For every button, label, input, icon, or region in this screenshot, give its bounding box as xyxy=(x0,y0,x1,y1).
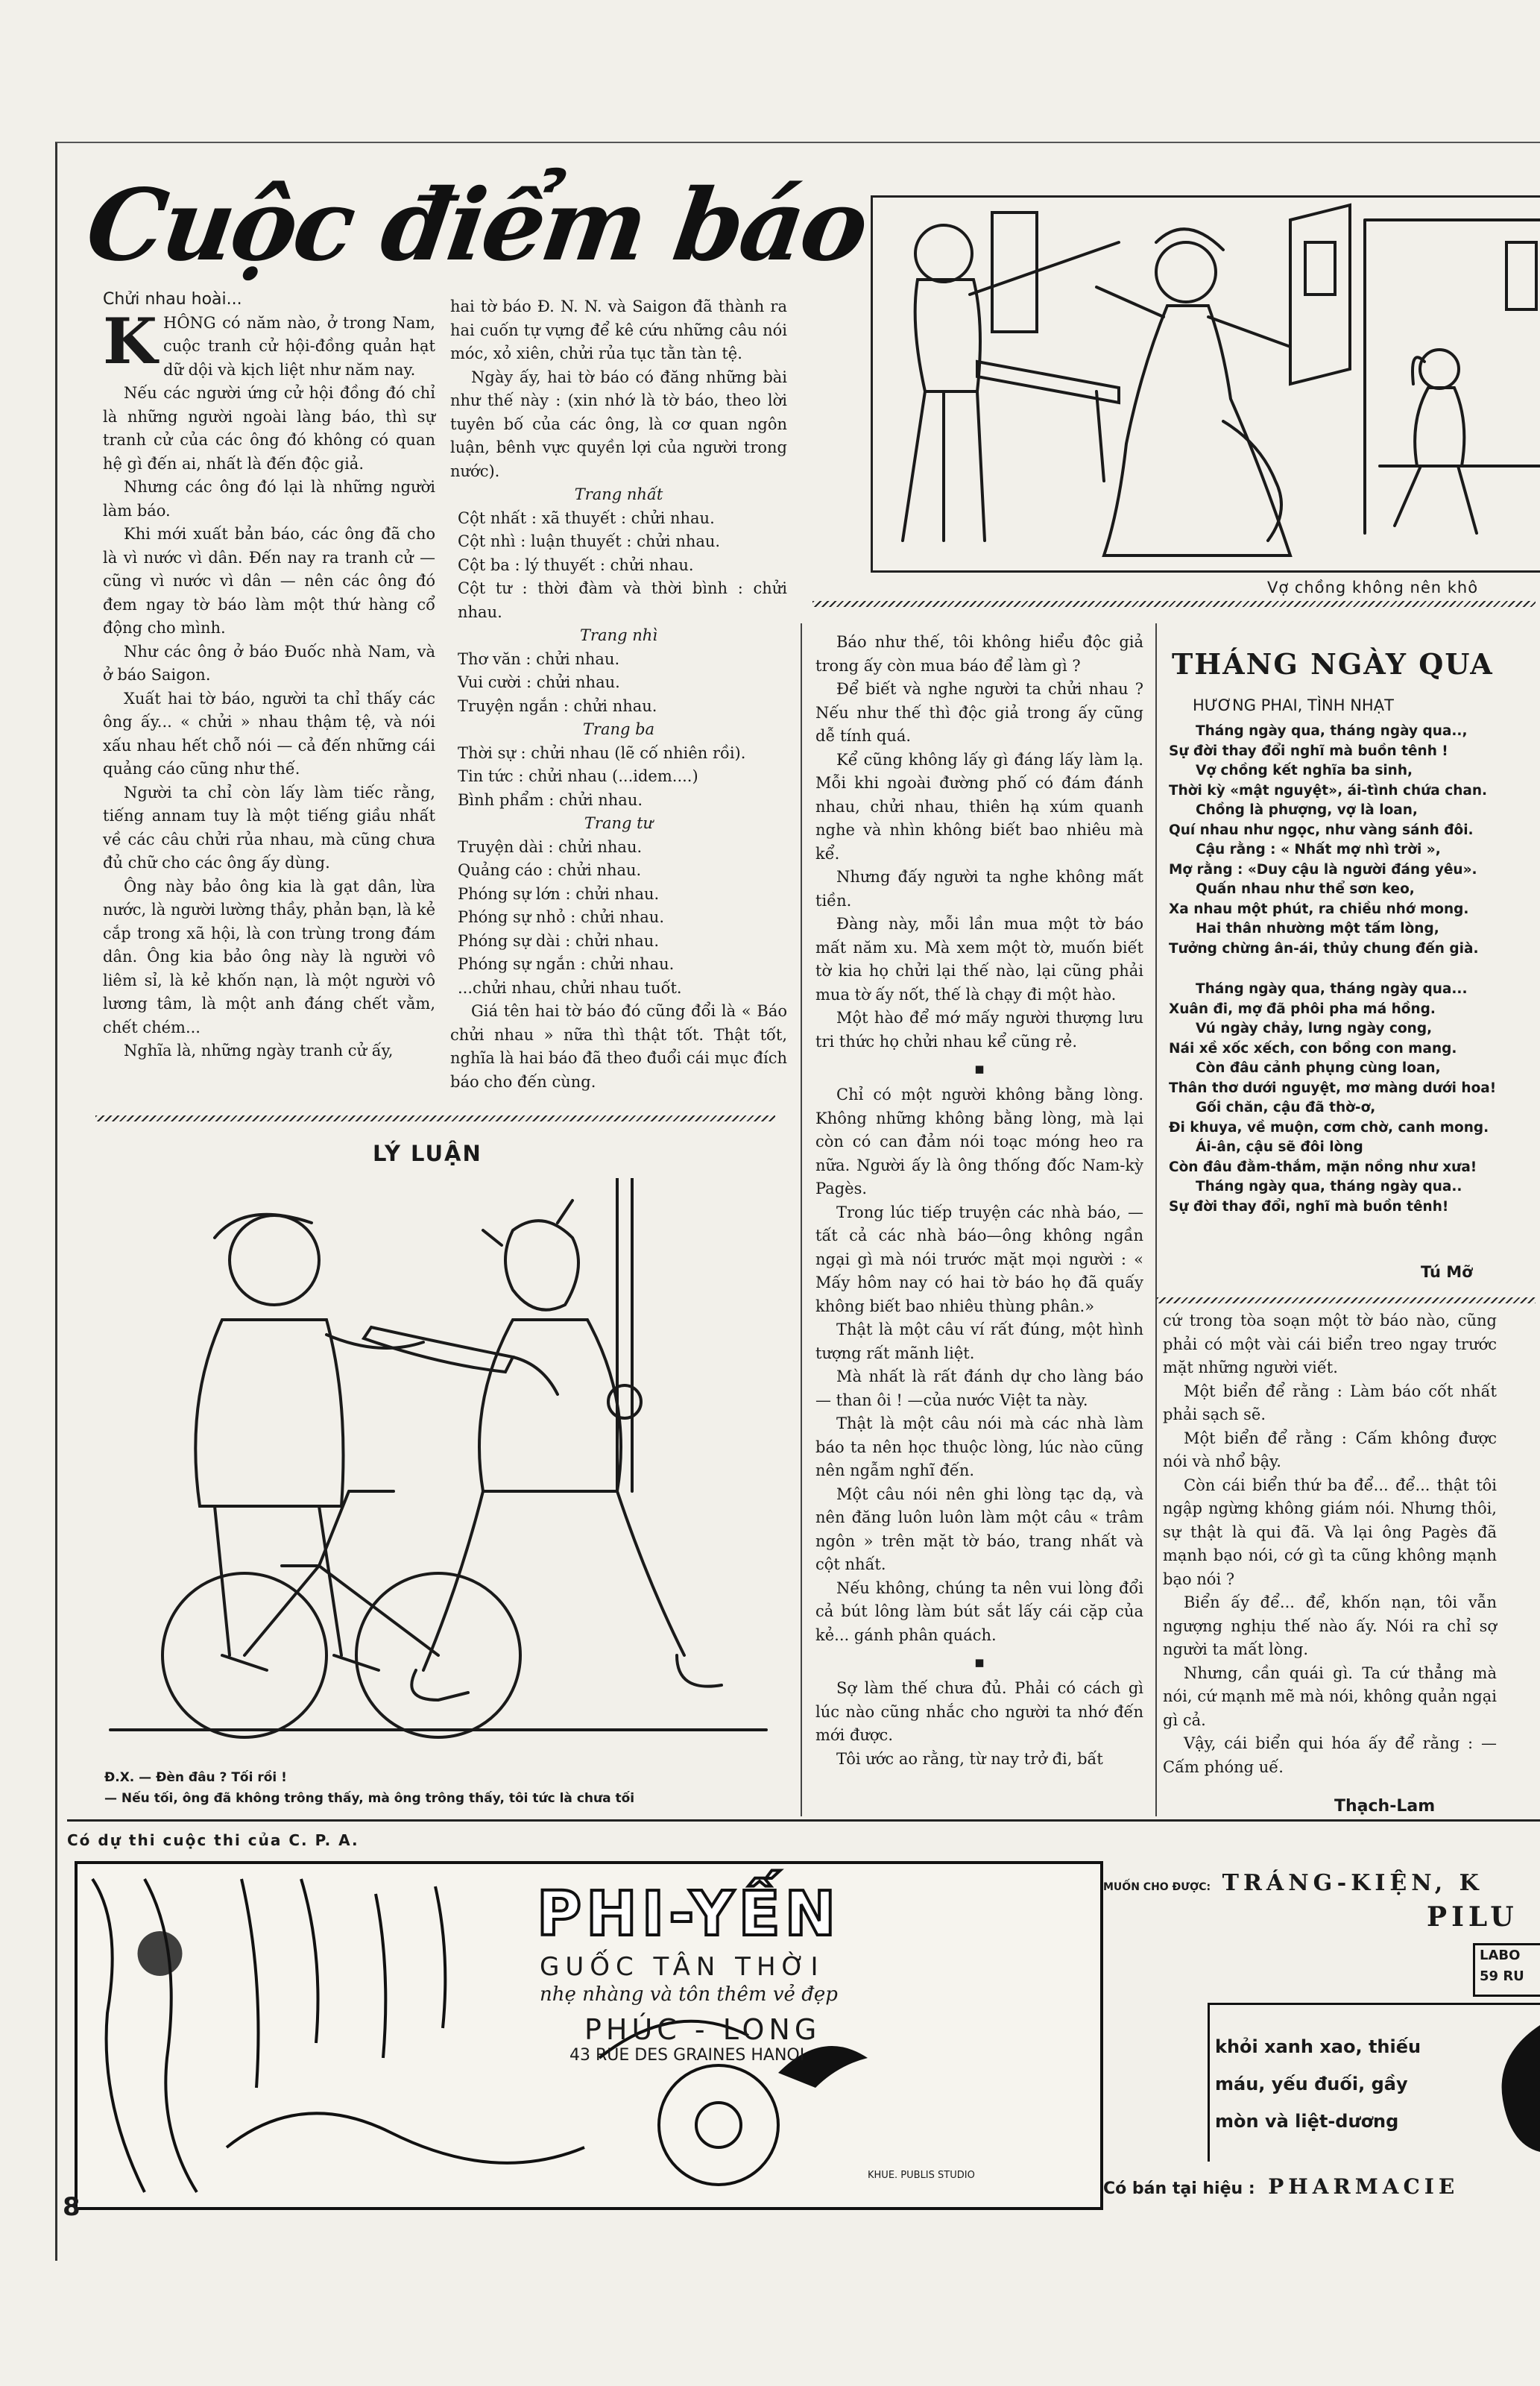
col3c-para-1: Sợ làm thế chưa đủ. Phải có cách gì lúc nào cũng nhắc cho người ta nhớ đến mới được. xyxy=(815,1679,1143,1744)
poem-line: Nái xề xốc xếch, con bồng con mang. xyxy=(1169,1040,1457,1057)
article-para-9: Nghĩa là, những ngày tranh cử ấy, xyxy=(124,1042,394,1060)
article-author: Thạch-Lam xyxy=(1334,1797,1436,1816)
section-mark: ▪ xyxy=(973,1653,985,1671)
ad-pilu-text xyxy=(1215,2028,1421,2140)
section-title: Trang ba xyxy=(582,720,655,738)
section-line: Vui cười : chửi nhau. xyxy=(458,673,620,691)
section-line: Thơ văn : chửi nhau. xyxy=(458,649,620,668)
ad-shop-name: PHÚC - LONG xyxy=(584,2013,821,2046)
col3-para-4: Nhưng đấy người ta nghe không mất tiền. xyxy=(815,868,1143,910)
poem-stanza-1 xyxy=(1166,722,1524,959)
ad-pilu-text-3: mòn và liệt-dương xyxy=(1215,2111,1399,2132)
poem-line: Tháng ngày qua, tháng ngày qua.. xyxy=(1196,1179,1462,1194)
section-line: Phóng sự lớn : chửi nhau. xyxy=(458,884,660,903)
page-sections xyxy=(450,483,787,1000)
col3-para-6: Một hào để mớ mấy người thượng lưu tri thức họ chửi nhau kể cũng rẻ. xyxy=(815,1009,1143,1051)
col2-intro-1: hai tờ báo Đ. N. N. và Saigon đã thành ra hai cuốn tự vựng để kê cứu những câu nói móc, xỏ xiên, chửi rủa tục tằn tàn tệ. xyxy=(450,298,787,362)
col3b-para-7: Nếu không, chúng ta nên vui lòng đổi cả bút lông làm bút sắt lấy cái cặp của kẻ... gánh phân quách. xyxy=(815,1578,1143,1644)
col2-end: Giá tên hai tờ báo đó cũng đổi là « Báo chửi nhau » nữa thì thật tốt. Thật tốt, nghĩa là hai báo đã theo đuổi cái mục đích báo cho đến cùng. xyxy=(450,1002,787,1091)
ad-top-rule xyxy=(67,1819,1540,1822)
ad-phi-yen xyxy=(75,1861,1103,2210)
ad-pilu-footer-name: PHARMACIE xyxy=(1268,2174,1459,2199)
section-line: Cột nhất : xã thuyết : chửi nhau. xyxy=(458,509,715,527)
article-heading: Chửi nhau hoài... xyxy=(103,290,242,309)
poem-line: Cậu rằng : « Nhất mợ nhì trời », xyxy=(1196,842,1441,857)
col3b-para-2: Trong lúc tiếp truyện các nhà báo, —tất cả các nhà báo—ông không ngần ngại gì mà nói trước mặt mọi người : « Mấy hôm nay có hai tờ báo họ đã quấy không biết bao nhiêu thùng phân.» xyxy=(815,1203,1143,1315)
ad-pilu-footer-label: Có bán tại hiệu : xyxy=(1103,2179,1255,2198)
poem-line: Ái-ân, cậu sẽ đôi lòng xyxy=(1196,1139,1363,1155)
cartoon-caption-2: — Nếu tối, ông đã không trông thấy, mà ông trông thấy, tôi tức là chưa tối xyxy=(104,1791,635,1806)
poem-line: Tháng ngày qua, tháng ngày qua.., xyxy=(1196,723,1468,739)
col3b-para-4: Mà nhất là rất đánh dự cho làng báo — than ôi ! —của nước Việt ta này. xyxy=(815,1367,1143,1409)
section-line: Phóng sự dài : chửi nhau. xyxy=(458,931,659,950)
poem-line: Chồng là phượng, vợ là loan, xyxy=(1196,802,1418,818)
section-line: Cột tư : thời đàm và thời bình : chửi nhau. xyxy=(458,579,787,621)
ad-tagline-1: GUỐC TÂN THỜI xyxy=(540,1952,824,1982)
article-para-2: Nếu các người ứng cử hội đồng đó chỉ là những người ngoài làng báo, thì sự tranh cử của các ông đó không có quan hệ gì đến ai, nhất là đến độc giả. xyxy=(103,384,435,473)
poem-subtitle: HƯƠNG PHAI, TÌNH NHẠT xyxy=(1193,696,1394,714)
poem-line: Gối chăn, cậu đã thờ-ơ, xyxy=(1196,1100,1376,1115)
divider-wavy-left xyxy=(95,1115,775,1121)
article-para-5: Như các ông ở báo Đuốc nhà Nam, và ở báo Saigon. xyxy=(103,642,435,684)
poem-line: Thân thơ dưới nguyệt, mơ màng dưới hoa! xyxy=(1169,1080,1497,1096)
col4-para-2: Một biển để rằng : Làm báo cốt nhất phải sạch sẽ. xyxy=(1163,1382,1497,1423)
poem-line: Tháng ngày qua, tháng ngày qua... xyxy=(1196,981,1468,997)
ad-pilu-header xyxy=(1103,1870,1483,1896)
poem-line: Vợ chồng kết nghĩa ba sinh, xyxy=(1196,763,1413,778)
ad-pilu-figure xyxy=(1480,2010,1540,2159)
col3b-para-6: Một câu nói nên ghi lòng tạc dạ, và nên đăng luôn luôn làm một câu « trâm ngôn » trên mặt tờ báo, trang nhất và cột nhất. xyxy=(815,1485,1143,1573)
article-col4 xyxy=(1163,1309,1497,1779)
ad-pilu xyxy=(1103,1861,1540,2212)
ad-contest-label: Có dự thi cuộc thi của C. P. A. xyxy=(67,1831,359,1849)
poem-title: THÁNG NGÀY QUA xyxy=(1172,647,1494,681)
col4-para-3: Một biển để rằng : Cấm không được nói và nhổ bậy. xyxy=(1163,1429,1497,1470)
page-number: 8 xyxy=(63,2192,81,2222)
ad-pilu-footer xyxy=(1103,2174,1459,2199)
section-title: Trang nhất xyxy=(574,485,663,503)
section-line: Thời sự : chửi nhau (lẽ cố nhiên rồi). xyxy=(458,743,746,762)
poem-line: Còn đâu đằm-thắm, mặn nồng như xưa! xyxy=(1169,1159,1477,1175)
cartoon-caption-1: Đ.X. — Đèn đâu ? Tối rồi ! xyxy=(104,1770,287,1785)
article-col3 xyxy=(815,631,1143,1771)
ad-pilu-text-1: khỏi xanh xao, thiếu xyxy=(1215,2036,1421,2057)
col4-para-6: Nhưng, cần quái gì. Ta cứ thẳng mà nói, cứ mạnh mẽ mà nói, không quản ngại gì cả. xyxy=(1163,1663,1497,1729)
ad-studio: KHUE. PUBLIS STUDIO xyxy=(868,2170,975,2181)
cartoon-couple xyxy=(871,195,1540,573)
poem-line: Đi khuya, về muộn, cơm chờ, canh mong. xyxy=(1169,1119,1489,1136)
ad-pilu-header-big: TRÁNG-KIỆN, K xyxy=(1222,1870,1483,1896)
col3-para-5: Đàng này, mỗi lần mua một tờ báo mất năm xu. Mà xem một tờ, muốn biết tờ kia họ chửi lại thế nào, lại cũng phải mua tờ ấy nốt, thế là chạy đi một hào. xyxy=(815,915,1143,1004)
poem-line: Hai thân nhường một tấm lòng, xyxy=(1196,921,1439,937)
ad-pilu-box-line2: 59 RU xyxy=(1480,1968,1524,1984)
col2-intro-2: Ngày ấy, hai tờ báo có đăng những bài như thế này : (xin nhớ là tờ báo, theo lời tuyên bố của các ông, là cơ quan ngôn luận, bênh vực quyền lợi của người trong nước). xyxy=(450,368,787,480)
col4-para-1: cứ trong tòa soạn một tờ báo nào, cũng phải có một vài cái biển treo ngay trước mặt những người viết. xyxy=(1163,1312,1497,1376)
ad-tagline-2: nhẹ nhàng và tôn thêm vẻ đẹp xyxy=(540,1983,838,2006)
masthead: Cuộc điểm báo xyxy=(80,168,873,283)
column-divider xyxy=(801,623,802,1816)
poem-line: Tưởng chừng ân-ái, thủy chung đến già. xyxy=(1169,940,1479,957)
poem-line: Còn đâu cảnh phụng cùng loan, xyxy=(1196,1060,1441,1076)
ad-pilu-box xyxy=(1473,1943,1540,1997)
cartoon-couple-caption: Vợ chồng không nên khô xyxy=(1267,579,1479,596)
section-line: Quảng cáo : chửi nhau. xyxy=(458,861,642,879)
poem-stanza-2 xyxy=(1166,980,1524,1217)
ad-brand: PHI-YẾN xyxy=(537,1879,841,1950)
section-line: Cột ba : lý thuyết : chửi nhau. xyxy=(458,555,694,574)
article-para-6: Xuất hai tờ báo, người ta chỉ thấy các ông ấy... « chửi » nhau thậm tệ, và nói xấu nhau hết chỗ nói — cả đến những cái quảng cáo cũng như thế. xyxy=(103,689,435,778)
poem-line: Thời kỳ «mật nguyệt», ái-tình chứa chan. xyxy=(1169,782,1488,799)
poem-author: Tú Mỡ xyxy=(1421,1263,1473,1281)
article-para-7: Người ta chỉ còn lấy làm tiếc rằng, tiếng annam tuy là một tiếng giầu nhất về các câu chửi rủa nhau, mà cũng chưa đủ chữ cho các ông ấy dùng. xyxy=(103,783,435,872)
poem-line: Xuân đi, mợ đã phôi pha má hồng. xyxy=(1169,1001,1436,1017)
section-title: Trang tư xyxy=(584,814,654,832)
section-line: Phóng sự ngắn : chửi nhau. xyxy=(458,955,675,973)
ad-pilu-product: PILU xyxy=(1427,1901,1518,1933)
cartoon-title: LÝ LUẬN xyxy=(373,1141,482,1166)
col3b-para-1: Chỉ có một người không bằng lòng. Không những không bằng lòng, mà lại còn có can đảm nói toạc móng heo ra nữa. Người ấy là ông thống đốc Nam-kỳ Pagès. xyxy=(815,1086,1143,1197)
article-para-3: Nhưng các ông đó lại là những người làm báo. xyxy=(103,478,435,520)
section-line: Truyện ngắn : chửi nhau. xyxy=(458,696,657,715)
article-col1 xyxy=(103,288,435,1063)
section-line: Tin tức : chửi nhau (...idem....) xyxy=(458,767,698,785)
col4-para-7: Vậy, cái biển qui hóa ấy để rằng : — Cấm phóng uế. xyxy=(1163,1734,1497,1776)
cartoon-ly-luan xyxy=(95,1178,781,1760)
divider-wavy-top-right xyxy=(812,601,1536,607)
section-line: Phóng sự nhỏ : chửi nhau. xyxy=(458,908,665,926)
col3b-para-3: Thật là một câu ví rất đúng, một hình tượng rất mãnh liệt. xyxy=(815,1321,1143,1362)
ad-pilu-header-small: MUỐN CHO ĐƯỢC: xyxy=(1103,1881,1211,1893)
ad-pilu-text-2: máu, yếu đuối, gầy xyxy=(1215,2074,1408,2094)
col3-para-1: Báo như thế, tôi không hiểu độc giả trong ấy còn mua báo để làm gì ? xyxy=(815,633,1143,675)
divider-wavy-poem xyxy=(1157,1297,1536,1303)
cartoon-ly-luan-drawing xyxy=(95,1178,781,1760)
col4-para-5: Biển ấy để... để, khốn nạn, tôi vẫn ngượng nghịu thế nào ấy. Nói ra chỉ sợ người ta mất lòng. xyxy=(1163,1593,1497,1658)
ad-address: 43 RUE DES GRAINES HANOI xyxy=(569,2046,805,2065)
poem-line: Sự đời thay đổi, nghĩ mà buồn tênh! xyxy=(1169,1198,1449,1215)
column-divider xyxy=(1155,623,1157,1816)
section-mark: ▪ xyxy=(973,1060,985,1077)
poem-line: Xa nhau một phút, ra chiều nhớ mong. xyxy=(1169,901,1469,917)
section-line: Bình phẩm : chửi nhau. xyxy=(458,790,643,809)
article-col2 xyxy=(450,295,787,1094)
col4-para-4: Còn cái biển thứ ba để... để... thật tôi ngập ngừng không giám nói. Nhưng thôi, sự thật là qui đã. Và lại ông Pagès đã mạnh bạo nói, cớ gì ta cũng không mạnh bạo nói ? xyxy=(1163,1476,1497,1588)
section-title: Trang nhì xyxy=(580,626,657,644)
section-line: ...chửi nhau, chửi nhau tuốt. xyxy=(458,978,682,997)
poem-line: Vú ngày chảy, lưng ngày cong, xyxy=(1196,1021,1433,1036)
article-para-4: Khi mới xuất bản báo, các ông đã cho là vì nước vì dân. Đến nay ra tranh cử — cũng vì nước vì dân — nên các ông đó đem ngay tờ báo làm một thứ hàng cổ động cho mình. xyxy=(103,525,435,637)
ad-pilu-box-line1: LABO xyxy=(1480,1948,1521,1963)
poem-line: Mợ rằng : «Duy cậu là người đáng yêu». xyxy=(1169,861,1477,878)
poem-line: Sự đời thay đổi nghĩ mà buồn tênh ! xyxy=(1169,743,1448,759)
article-para-8: Ông này bảo ông kia là gạt dân, lừa nước, là người lường thầy, phản bạn, là kẻ cắp trong xã hội, là con trùng trong đám dân. Ông kia bảo ông này là người vô liêm sỉ, là kẻ khốn nạn, là một người vô lương tâm, là một anh đáng chết vằm, chết chém... xyxy=(103,877,435,1036)
article-para-1: KHÔNG có năm nào, ở trong Nam, cuộc tranh cử hội-đồng quản hạt dữ dội và kịch liệt như năm nay. xyxy=(103,303,435,379)
cartoon-couple-drawing xyxy=(873,198,1540,570)
poem-line: Quấn nhau như thể sơn keo, xyxy=(1196,881,1415,897)
dropcap: K xyxy=(103,303,158,378)
col3c-para-2: Tôi ước ao rằng, từ nay trở đi, bất xyxy=(836,1749,1103,1768)
col3b-para-5: Thật là một câu nói mà các nhà làm báo ta nên học thuộc lòng, lúc nào cũng nên ngẫm nghĩ đến. xyxy=(815,1414,1143,1479)
col3-para-3: Kể cũng không lấy gì đáng lấy làm lạ. Mỗi khi ngoài đường phố có đám đánh nhau, chửi nhau, thiên hạ xúm quanh nghe và nhìn không biết bao nhiêu mà kể. xyxy=(815,750,1143,863)
section-line: Truyện dài : chửi nhau. xyxy=(458,837,643,856)
poem-line: Quí nhau như ngọc, như vàng sánh đôi. xyxy=(1169,822,1474,838)
col3-para-2: Để biết và nghe người ta chửi nhau ? Nếu như thế thì độc giả trong ấy cũng dễ tính quá. xyxy=(815,680,1143,745)
section-line: Cột nhì : luận thuyết : chửi nhau. xyxy=(458,532,721,550)
